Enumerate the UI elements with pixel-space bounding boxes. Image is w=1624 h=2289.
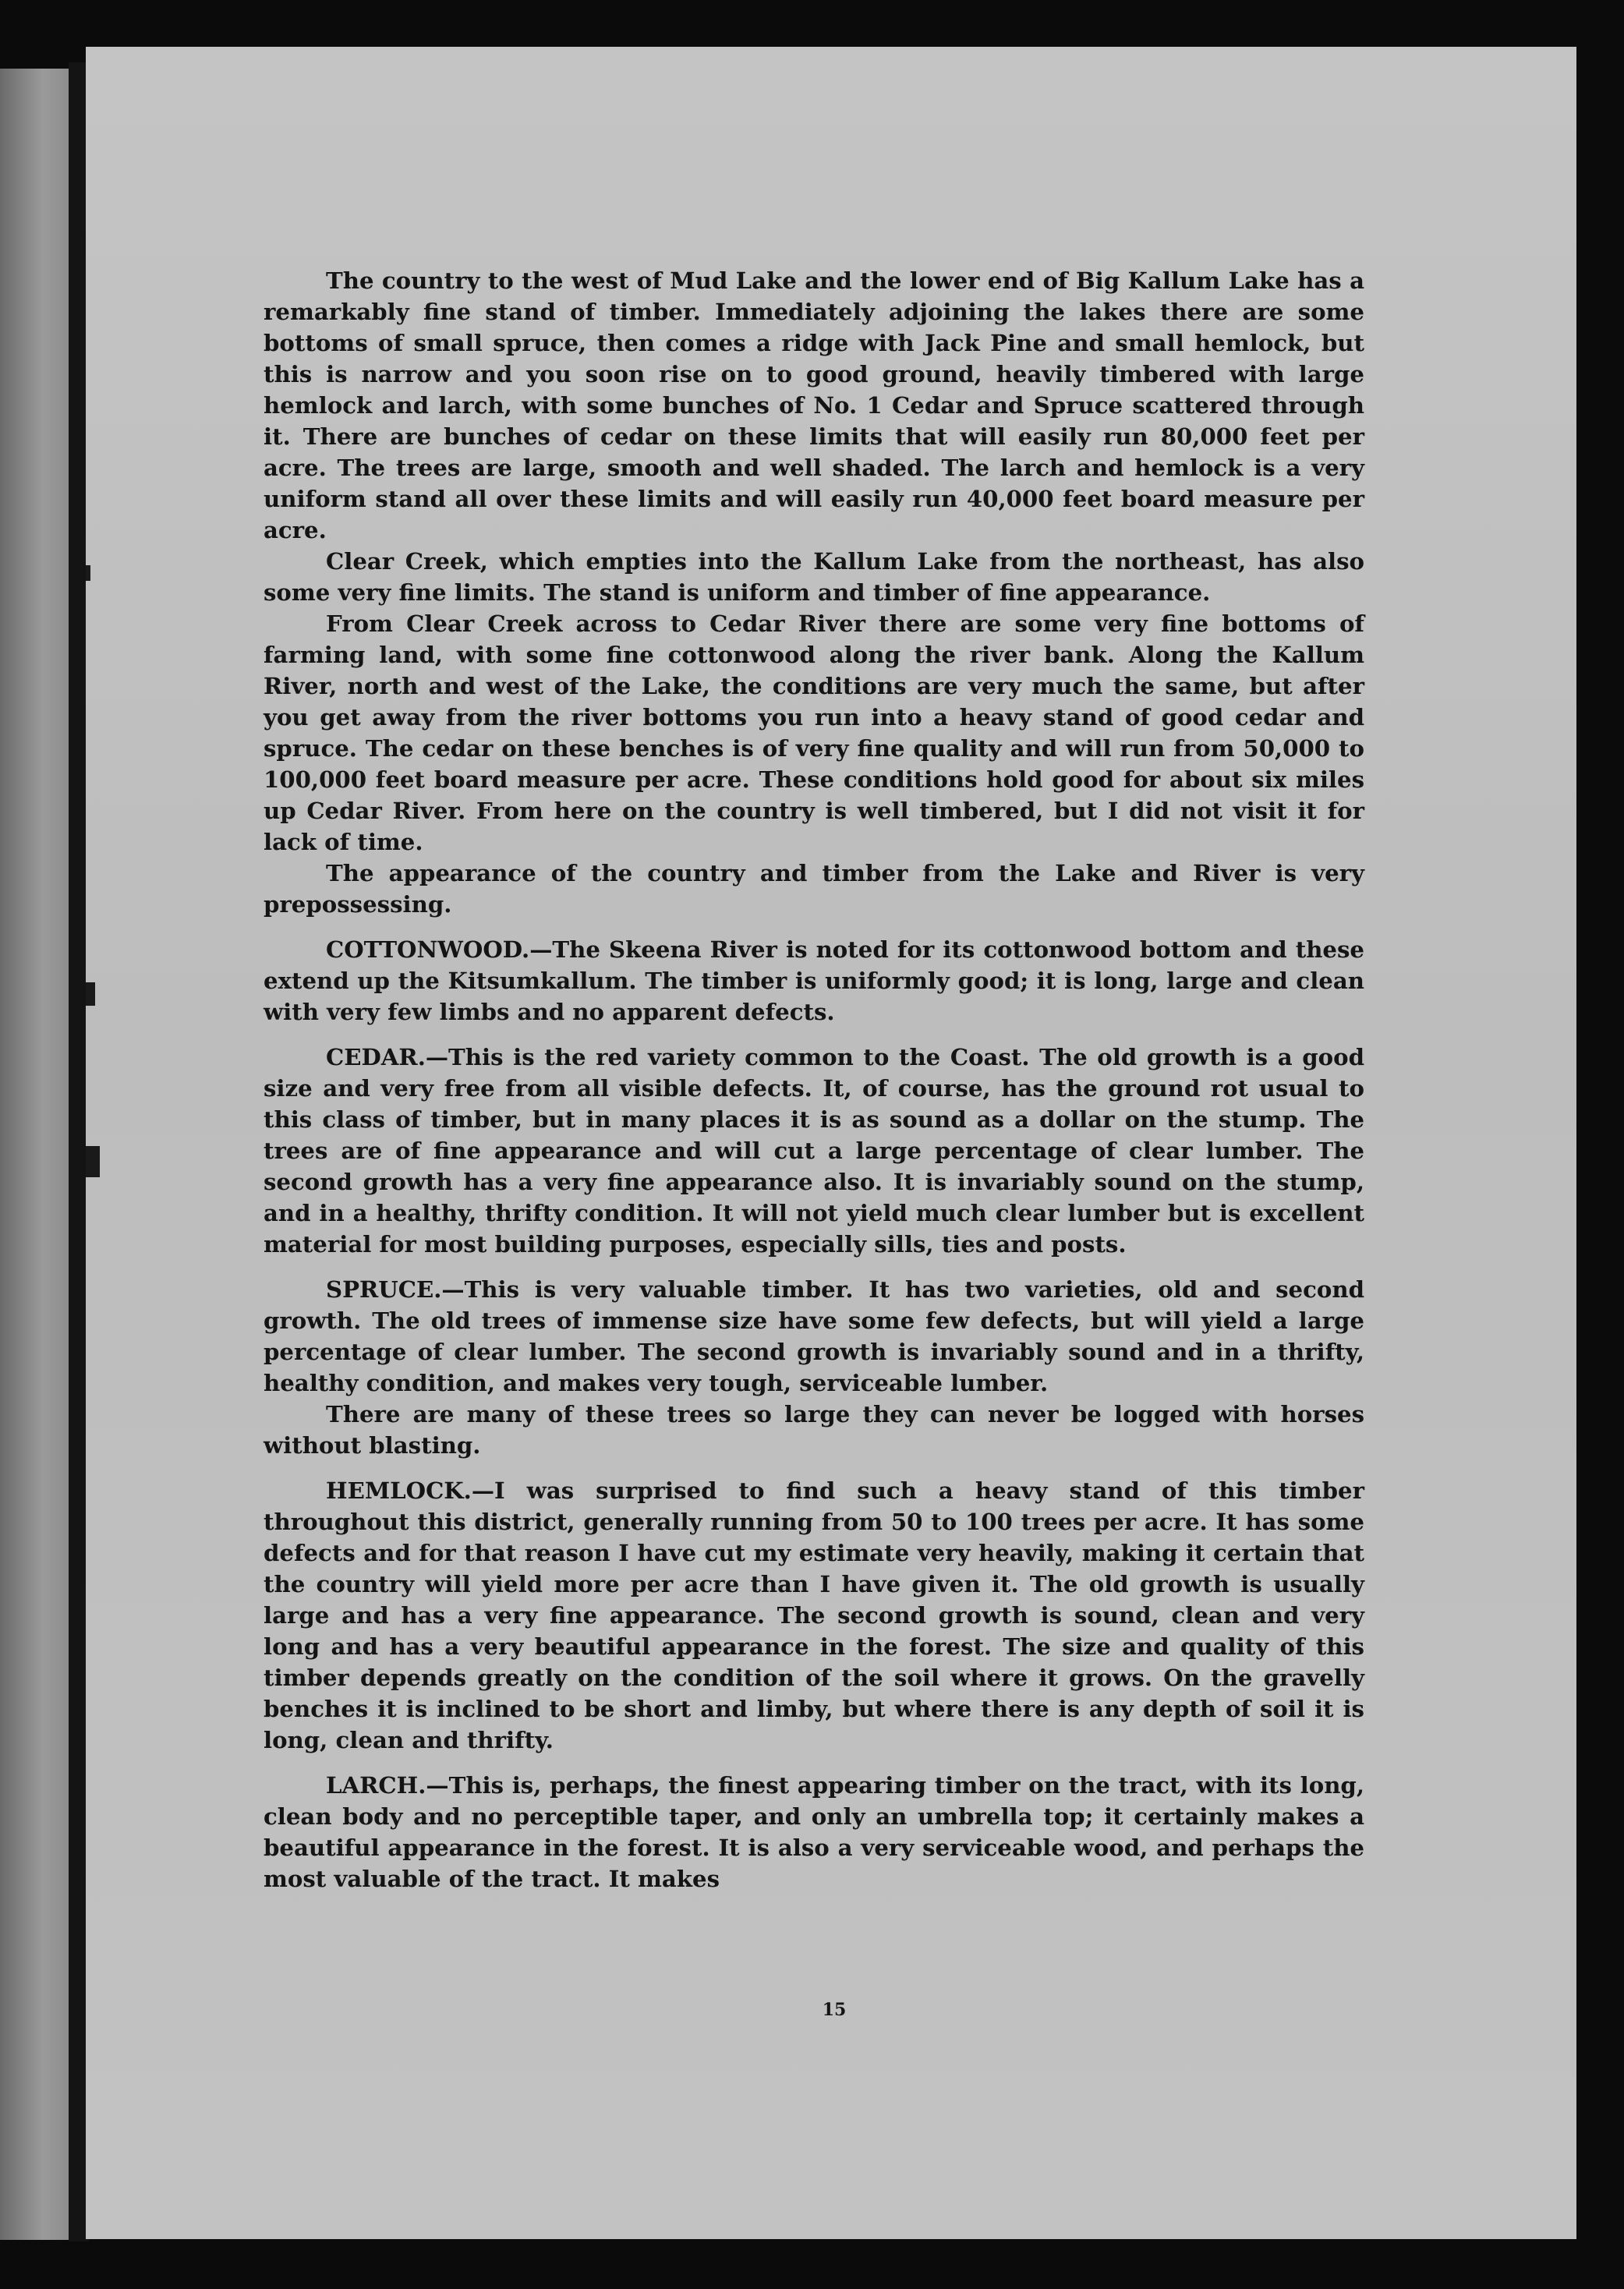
- margin-mark: [86, 565, 90, 581]
- paragraph: From Clear Creek across to Cedar River there are some very fine bottoms of farming land, with some fine cottonwood along the river bank. Along the Kallum River, north and west of the Lake, the conditions are very much the same, but after you get away from the river bottoms you run into a heavy stand of good cedar and spruce. The cedar on these benches is of very fine quality and will run from 50,000 to 100,000 feet board measure per acre. These conditions hold good for about six miles up Cedar River. From here on the country is well timbered, but I did not visit it for lack of time.: [264, 610, 1364, 855]
- section-heading: COTTONWOOD.: [326, 936, 530, 963]
- facing-page-edge: [0, 69, 72, 2240]
- section-heading: SPRUCE.: [326, 1276, 442, 1303]
- paragraph: Clear Creek, which empties into the Kallum Lake from the northeast, has also some very fine limits. The stand is uniform and timber of fine appearance.: [264, 548, 1364, 606]
- section-heading: LARCH.: [326, 1772, 426, 1799]
- margin-mark: [86, 1146, 100, 1177]
- body-text: [264, 265, 1364, 1895]
- paragraph: The country to the west of Mud Lake and the lower end of Big Kallum Lake has a remarkably fine stand of timber. Immediately adjoining the lakes there are some bottoms of small spruce, then comes a ridge with Jack Pine and small hemlock, but this is narrow and you soon rise on to good ground, heavily timbered with large hemlock and larch, with some bunches of No. 1 Cedar and Spruce scattered through it. There are bunches of cedar on these limits that will easily run 80,000 feet per acre. The trees are large, smooth and well shaded. The larch and hemlock is a very uniform stand all over these limits and will easily run 40,000 feet board measure per acre.: [264, 267, 1364, 543]
- paragraph: The appearance of the country and timber from the Lake and River is very prepossessing.: [264, 860, 1364, 918]
- paragraph-cedar: CEDAR.—This is the red variety common to the Coast. The old growth is a good size and very free from all visible defects. It, of course, has the ground rot usual to this class of timber, but in many places it is as sound as a dollar on the stump. The trees are of fine appearance and will cut a large percentage of clear lumber. The second growth has a very fine appearance also. It is invariably sound on the stump, and in a healthy, thrifty condition. It will not yield much clear lumber but is excellent material for most building purposes, especially sills, ties and posts.: [264, 1044, 1364, 1258]
- paragraph: There are many of these trees so large they can never be logged with horses without blasting.: [264, 1401, 1364, 1459]
- paragraph-spruce: SPRUCE.—This is very valuable timber. It has two varieties, old and second growth. The old trees of immense size have some few defects, but will yield a large percentage of clear lumber. The second growth is invariably sound and in a thrifty, healthy condition, and makes very tough, serviceable lumber.: [264, 1276, 1364, 1396]
- paragraph-hemlock: HEMLOCK.—I was surprised to find such a heavy stand of this timber throughout this district, generally running from 50 to 100 trees per acre. It has some defects and for that reason I have cut my estimate very heavily, making it certain that the country will yield more per acre than I have given it. The old growth is usually large and has a very fine appearance. The second growth is sound, clean and very long and has a very beautiful appearance in the forest. The size and quality of this timber depends greatly on the condition of the soil where it grows. On the gravelly benches it is inclined to be short and limby, but where there is any depth of soil it is long, clean and thrifty.: [264, 1477, 1364, 1753]
- section-heading: HEMLOCK.: [326, 1477, 472, 1504]
- page-number: 15: [822, 2000, 847, 2020]
- section-heading: CEDAR.: [326, 1044, 426, 1070]
- margin-mark: [86, 982, 95, 1006]
- paragraph-larch: LARCH.—This is, perhaps, the finest appearing timber on the tract, with its long, clean body and no perceptible taper, and only an umbrella top; it certainly makes a beautiful appearance in the forest. It is also a very serviceable wood, and perhaps the most valuable of the tract. It makes: [264, 1772, 1364, 1892]
- paragraph-cottonwood: COTTONWOOD.—The Skeena River is noted for its cottonwood bottom and these extend up the Kitsumkallum. The timber is uniformly good; it is long, large and clean with very few limbs and no apparent defects.: [264, 936, 1364, 1025]
